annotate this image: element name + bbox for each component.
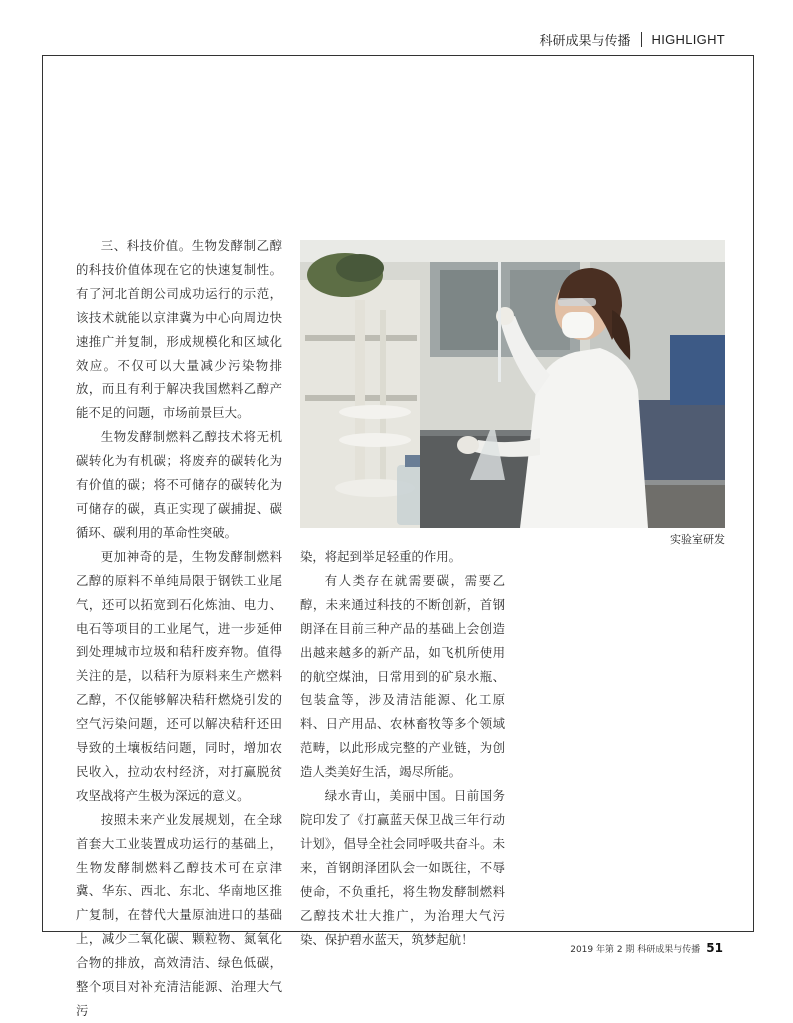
paragraph: 绿水青山，美丽中国。日前国务院印发了《打赢蓝天保卫战三年行动计划》，倡导全社会同呼吸共奋斗。未来，首钢朗泽团队会一如既往，不辱使命，不负重托，将生物发酵制燃料乙醇技术壮大推广，为治理大气污染、保护碧水蓝天，筑梦起航！ <box>300 788 505 947</box>
page-footer <box>570 941 723 955</box>
section-title: 科研成果与传播 <box>539 34 631 49</box>
header-divider <box>641 32 642 47</box>
issue-info: 2019 年第 2 期 科研成果与传播 <box>570 945 701 955</box>
photo-caption: 实验室研发 <box>670 533 725 546</box>
paragraph: 按照未来产业发展规划，在全球首套大工业装置成功运行的基础上，生物发酵制燃料乙醇技术可在京津冀、华东、西北、东北、华南地区推广复制，在替代大量原油进口的基础上，减少二氧化碳、颗粒物、氮氧化合物的排放，高效清洁、绿色低碳，整个项目对补充清洁能源、治理大气污 <box>76 811 282 1018</box>
left-column <box>76 234 282 1023</box>
lab-photo <box>300 240 725 528</box>
paragraph-continuation: 染，将起到举足轻重的作用。 <box>300 549 462 564</box>
paragraph: 有人类存在就需要碳，需要乙醇，未来通过科技的不断创新，首钢朗泽在目前三种产品的基础上会创造出越来越多的新产品，如飞机所使用的航空煤油，日常用到的矿泉水瓶、包装盒等，涉及清洁能源、化工原料、日产用品、农林畜牧等多个领域范畴，以此形成完整的产业链，为创造人类美好生活，竭尽所能。 <box>300 572 505 780</box>
page-number: 51 <box>706 941 723 955</box>
paragraph: 生物发酵制燃料乙醇技术将无机碳转化为有机碳；将废弃的碳转化为有价值的碳；将不可储存的碳转化为可储存的碳，真正实现了碳捕捉、碳循环、碳利用的革命性突破。 <box>76 429 282 540</box>
right-column <box>300 545 505 951</box>
lab-photo-illustration <box>300 240 725 528</box>
paragraph: 三、科技价值。生物发酵制乙醇的科技价值体现在它的快速复制性。有了河北首朗公司成功运行的示范，该技术就能以京津冀为中心向周边快速推广并复制，形成规模化和区域化效应。不仅可以大量减少污染物排放，而且有利于解决我国燃料乙醇产能不足的问题，市场前景巨大。 <box>76 238 282 421</box>
paragraph: 更加神奇的是，生物发酵制燃料乙醇的原料不单纯局限于钢铁工业尾气，还可以拓宽到石化炼油、电力、电石等项目的工业尾气，进一步延伸到处理城市垃圾和秸秆废弃物。值得关注的是，以秸秆为原料来生产燃料乙醇，不仅能够解决秸秆燃烧引发的空气污染问题，还可以解决秸秆还田导致的土壤板结问题，同时，增加农民收入，拉动农村经济，对打赢脱贫攻坚战将产生极为深远的意义。 <box>76 548 282 803</box>
section-title-en: HIGHLIGHT <box>651 32 725 47</box>
running-header <box>540 30 726 49</box>
